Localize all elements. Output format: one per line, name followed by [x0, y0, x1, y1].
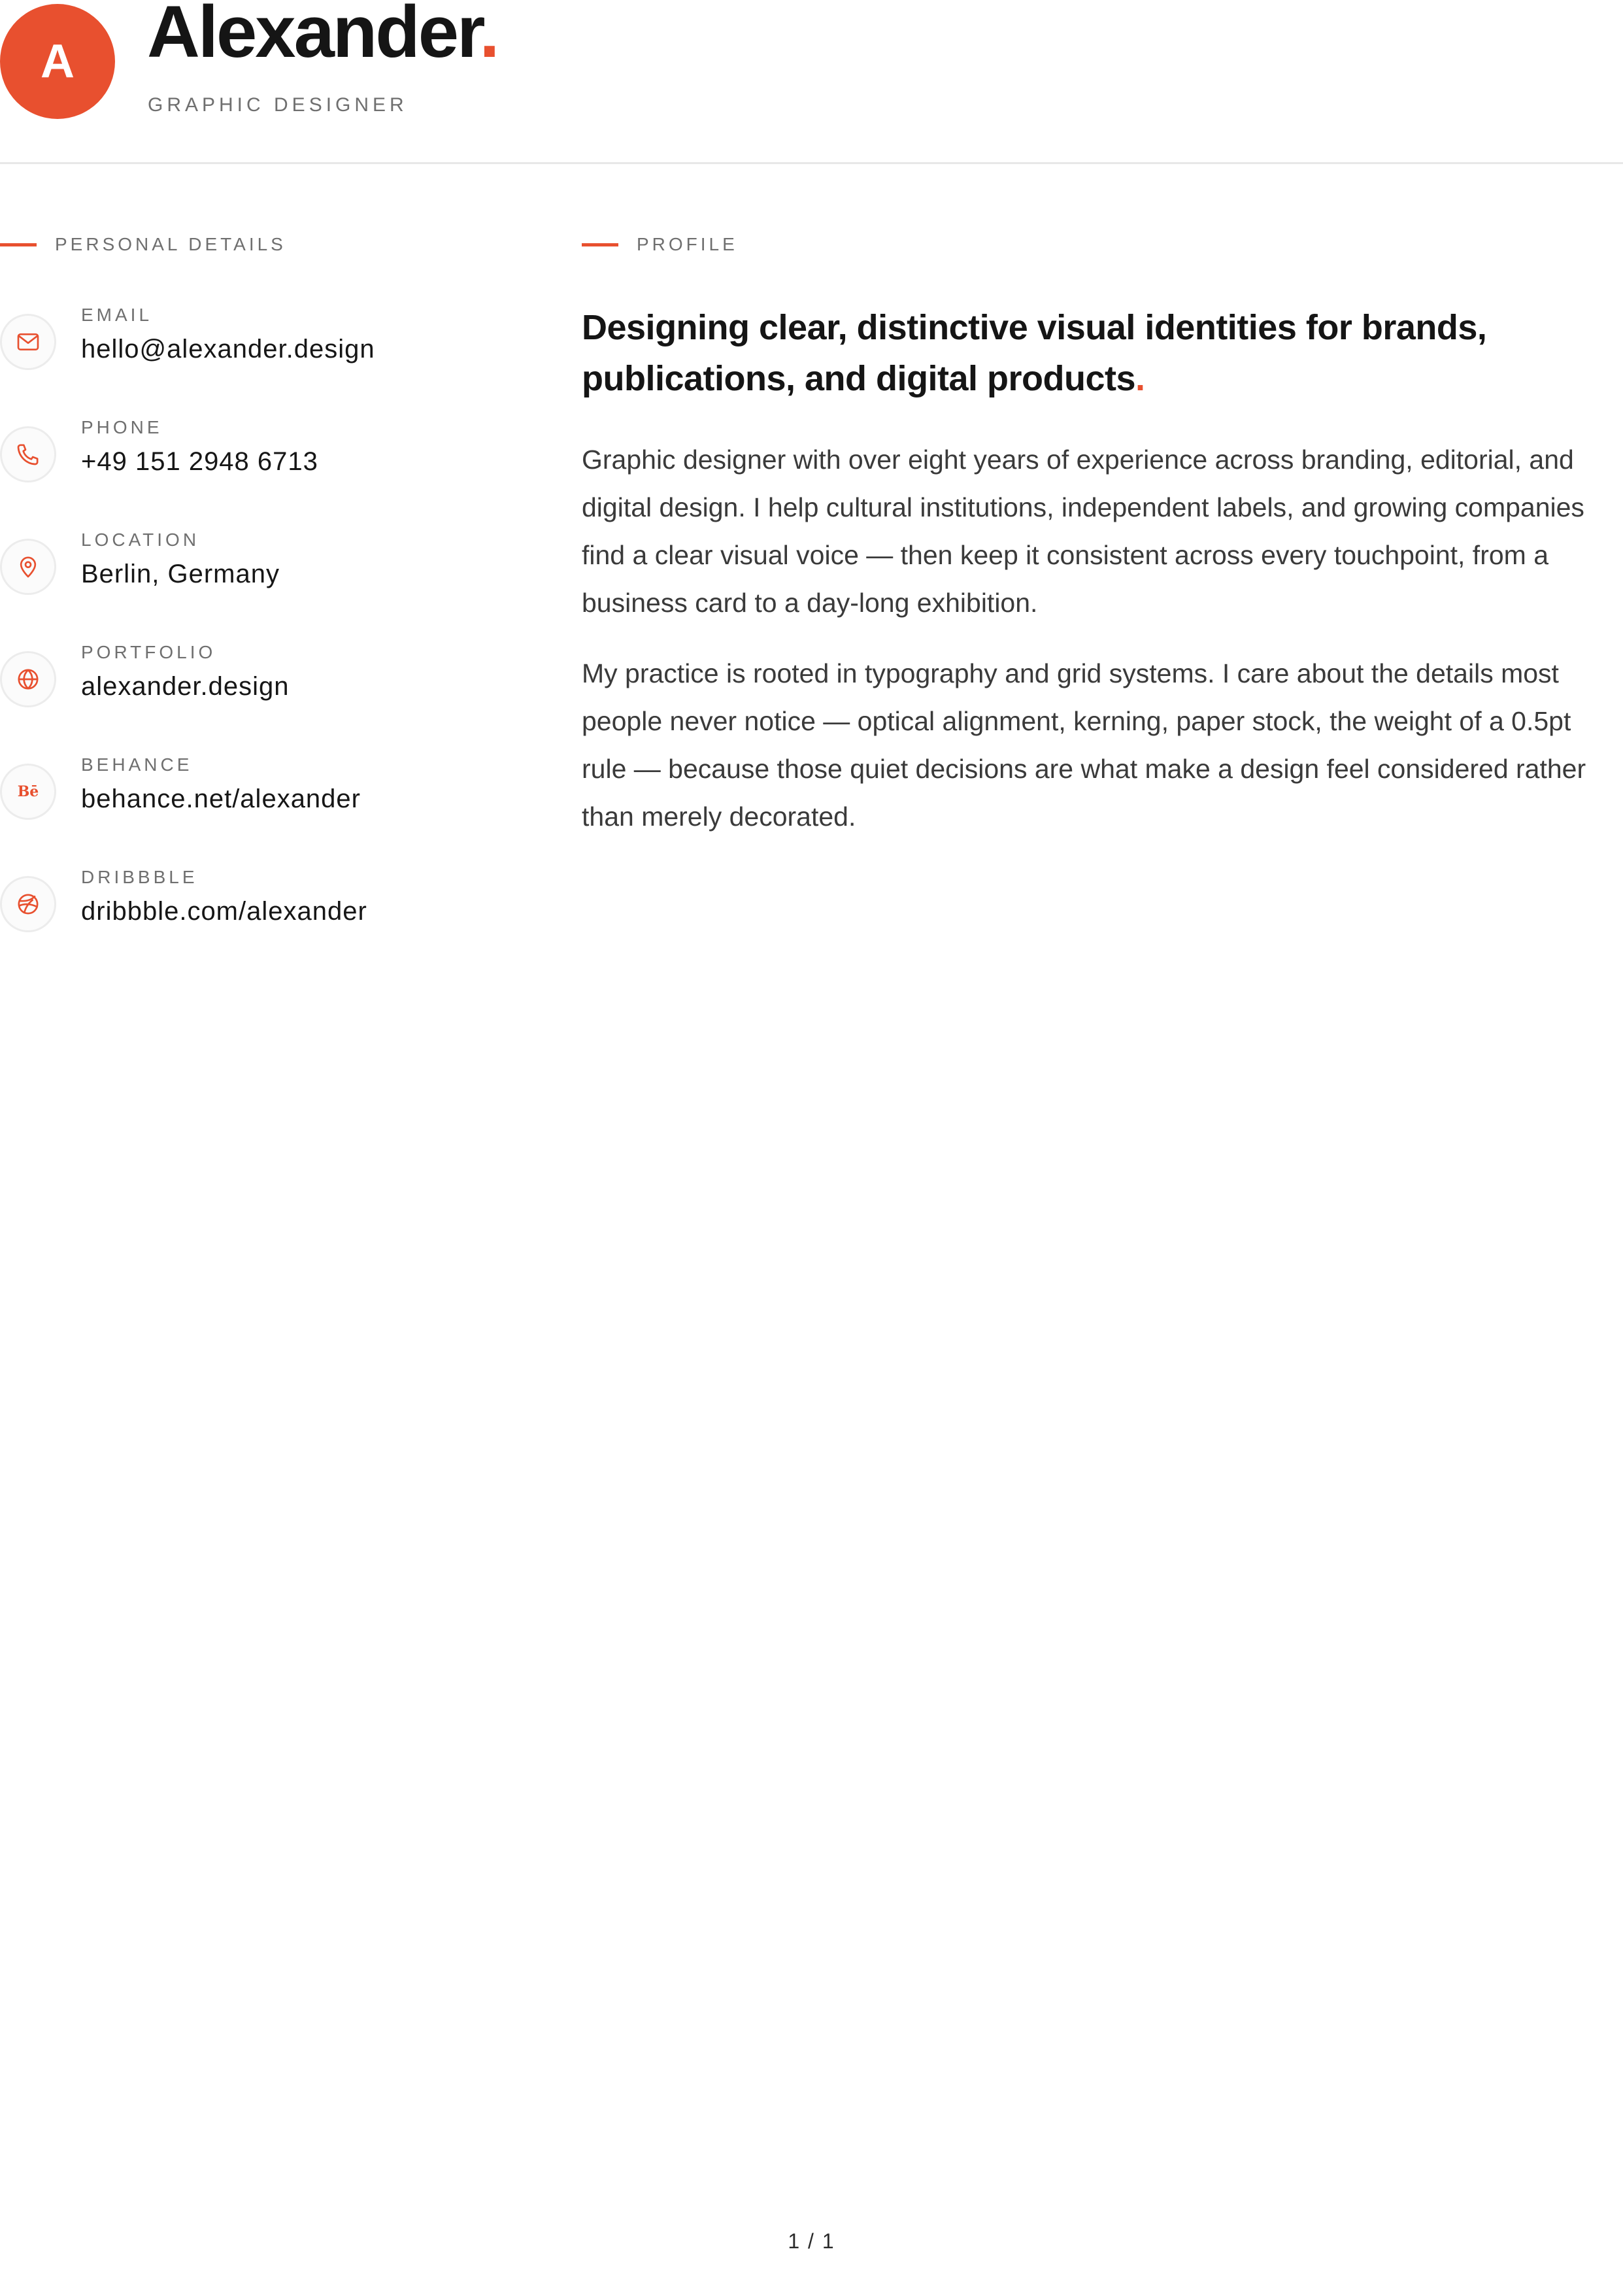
globe-icon	[0, 651, 56, 707]
job-title: GRAPHIC DESIGNER	[148, 94, 408, 116]
phone-icon	[0, 426, 56, 482]
contact-label: EMAIL	[81, 305, 153, 325]
section-accent-rule	[582, 243, 618, 246]
mail-icon	[0, 314, 56, 370]
person-name	[147, 0, 498, 71]
contact-item-behance	[0, 752, 523, 864]
dribbble-icon	[0, 876, 56, 932]
profile-paragraph: My practice is rooted in typography and grid systems. I care about the details most people never notice — optical alignment, kerning, paper stock, the weight of a 0.5pt rule — because those quiet decisions are what make a design feel considered rather than merely decorated.	[582, 658, 1586, 832]
avatar	[0, 4, 115, 119]
contact-item-phone	[0, 414, 523, 527]
profile-headline-text: Designing clear, distinctive visual identities for brands, publications, and digital products	[582, 308, 1487, 398]
contact-list	[0, 302, 523, 977]
profile-heading-text: PROFILE	[637, 234, 738, 254]
resume-header	[0, 0, 1623, 164]
profile-headline	[582, 302, 1601, 404]
contact-label: DRIBBBLE	[81, 867, 198, 887]
personal-details-heading	[0, 234, 286, 255]
contact-item-location	[0, 527, 523, 639]
contact-label: PHONE	[81, 417, 163, 437]
contact-item-email	[0, 302, 523, 414]
name-accent-dot: .	[479, 0, 498, 73]
behance-icon: Bē	[0, 764, 56, 820]
personal-details-heading-text: PERSONAL DETAILS	[55, 234, 286, 254]
contact-label: PORTFOLIO	[81, 642, 216, 662]
section-accent-rule	[0, 243, 37, 246]
phone-value[interactable]: +49 151 2948 6713	[81, 447, 318, 476]
location-value: Berlin, Germany	[81, 560, 280, 588]
profile-heading	[582, 234, 738, 255]
contact-item-portfolio	[0, 639, 523, 752]
behance-link[interactable]: behance.net/alexander	[81, 785, 361, 813]
contact-item-dribbble	[0, 864, 523, 977]
dribbble-link[interactable]: dribbble.com/alexander	[81, 897, 367, 926]
headline-accent-dot: .	[1135, 359, 1145, 398]
person-name-text: Alexander	[147, 0, 480, 73]
contact-label: LOCATION	[81, 530, 200, 550]
profile-paragraph: Graphic designer with over eight years of experience across branding, editorial, and digital design. I help cultural institutions, independent labels, and growing companies find a clear visual voice — then keep it consistent across every touchpoint, from a business card to a day-long exhibition.	[582, 445, 1584, 618]
contact-label: BEHANCE	[81, 754, 193, 775]
page-number: 1 / 1	[788, 2229, 835, 2253]
map-pin-icon	[0, 539, 56, 595]
portfolio-link[interactable]: alexander.design	[81, 672, 290, 701]
avatar-initial: A	[41, 35, 75, 88]
email-value[interactable]: hello@alexander.design	[81, 335, 375, 363]
